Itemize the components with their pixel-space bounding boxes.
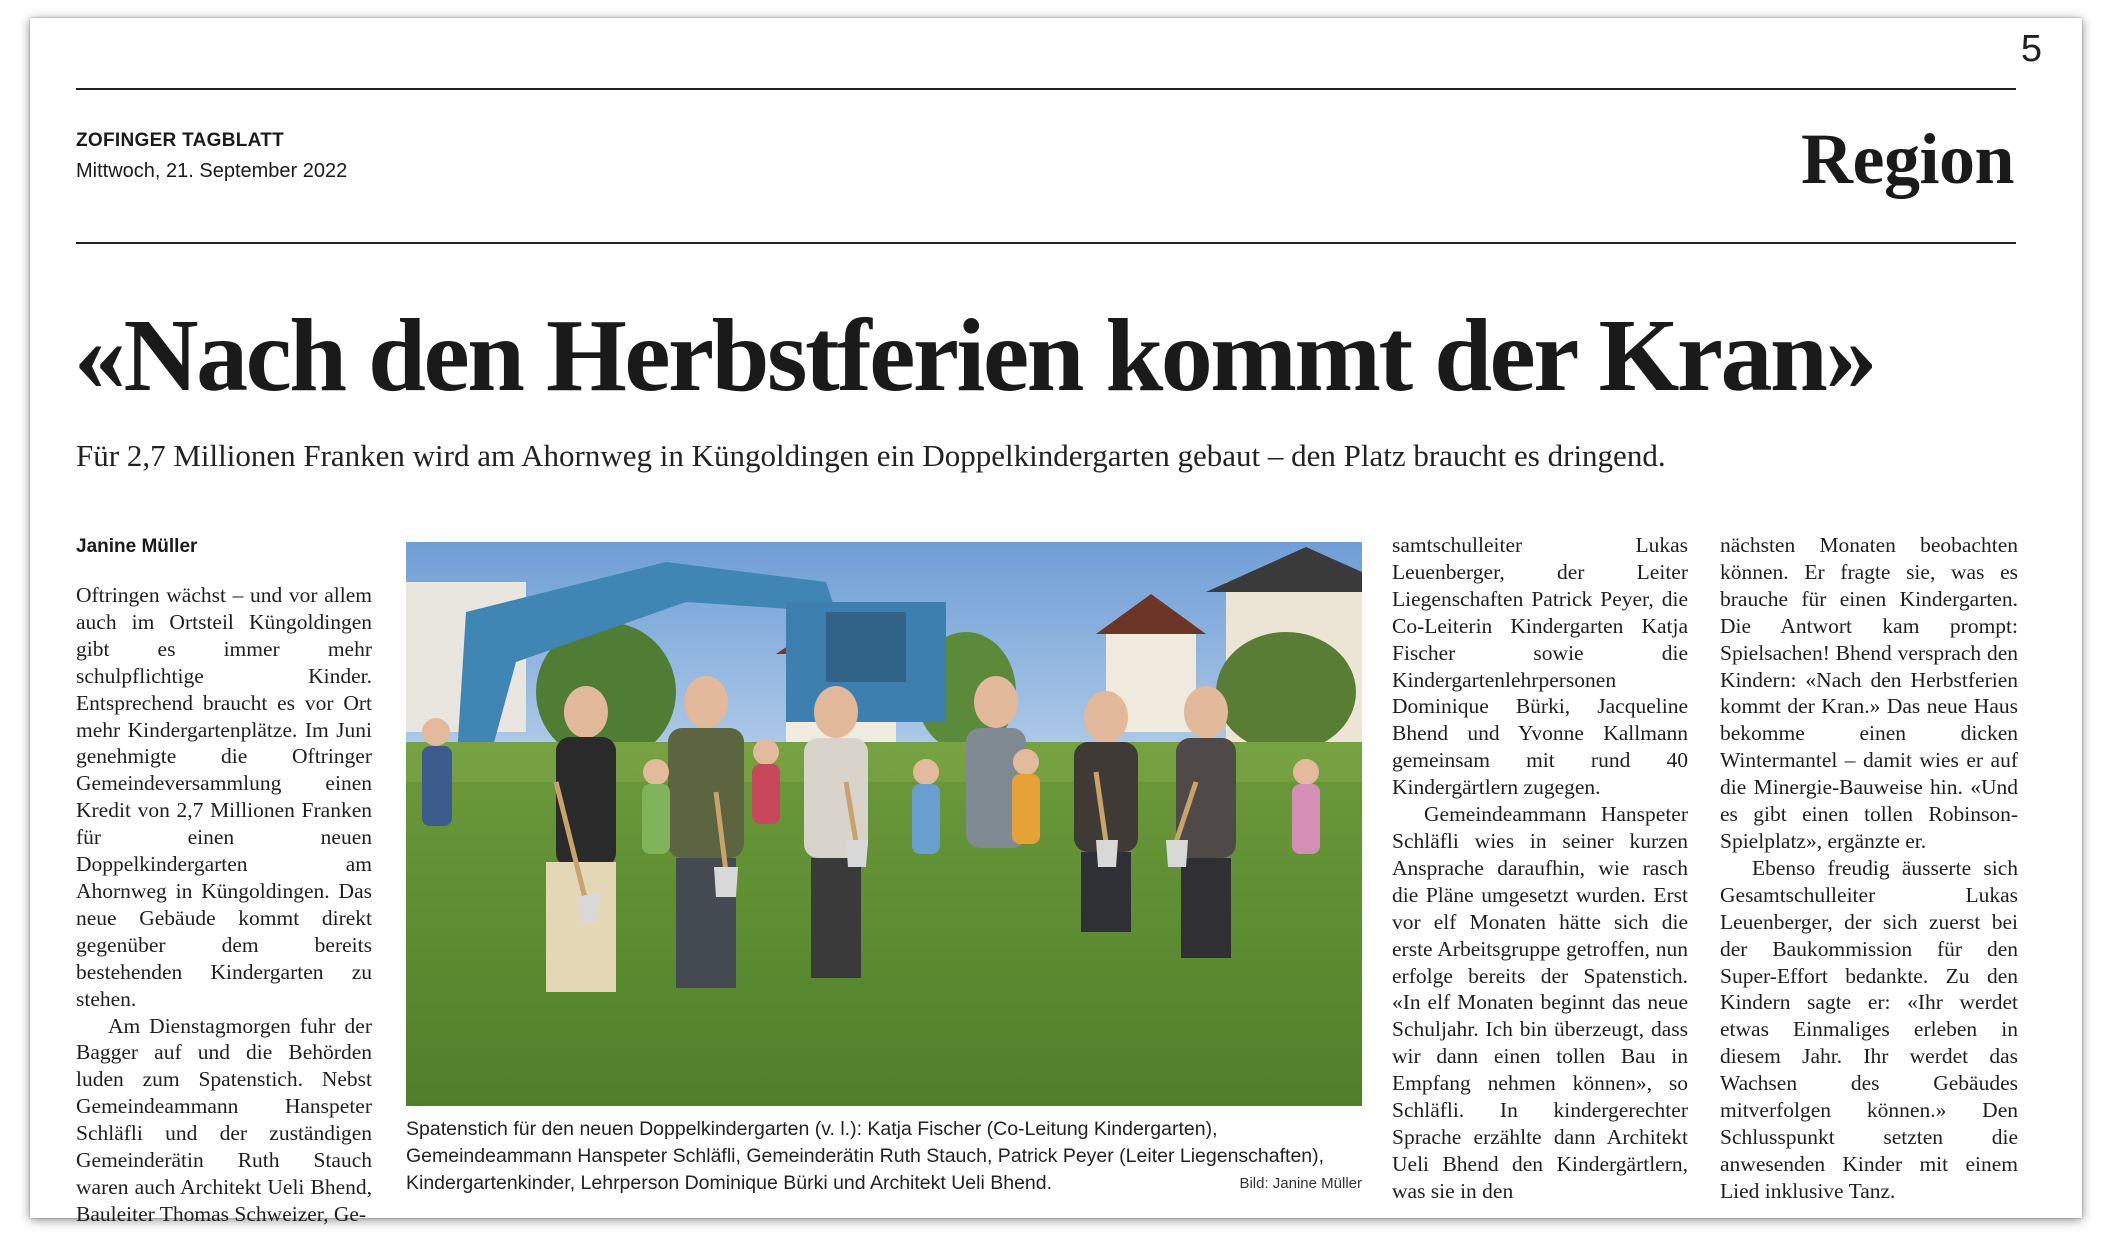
masthead-rule [76, 242, 2016, 244]
article-column-1 [76, 582, 372, 1228]
page-number: 5 [2020, 28, 2042, 70]
paragraph: Gemeindeammann Hanspeter Schläfli wies in seiner kurzen Ansprache daraufhin, wie rasch die Pläne umgesetzt wurden. Erst vor elf Monaten hätte sich die erste Arbeitsgruppe getroffen, nun erfolge bereits der Spatenstich. «In elf Monaten beginnt das neue Schuljahr. Ich bin überzeugt, dass wir dann einen tollen Bau in Empfang nehmen können», so Schläfli. In kindergerechter Sprache erzählte dann Architekt Ueli Bhend den Kindergärtlern, was sie in den [1392, 802, 1688, 1203]
paragraph: nächsten Monaten beobachten können. Er fragte sie, was es brauche für einen Kindergarten. Die Antwort kam prompt: Spielsachen! Bhend versprach den Kindern: «Nach den Herbstferien kommt der Kran.» Das neue Haus bekomme einen dicken Wintermantel – damit wies er auf die Minergie-Bauweise hin. «Und es gibt einen tollen Robinson-Spielplatz», ergänzte er. [1720, 533, 2018, 853]
paragraph: samtschulleiter Lukas Leuenberger, der Leiter Liegenschaften Patrick Peyer, die Co-Leiterin Kindergarten Katja Fischer sowie die Kindergartenlehrpersonen Dominique Bürki, Jacqueline Bhend und Yvonne Kallmann gemeinsam mit rund 40 Kindergärtlern zugegen. [1392, 533, 1688, 800]
article-column-3 [1392, 532, 1688, 1205]
photo-caption [406, 1116, 1362, 1197]
section-title: Region [1801, 119, 2014, 199]
paragraph: Am Dienstagmorgen fuhr der Bagger auf und die Behörden luden zum Spatenstich. Nebst Gemeindeammann Hanspeter Schläfli und der zuständigen Gemeinderätin Ruth Stauch waren auch Architekt Ueli Bhend, Bauleiter Thomas Schweizer, Ge- [76, 1013, 372, 1226]
issue-date: Mittwoch, 21. September 2022 [76, 160, 348, 182]
paragraph: Oftringen wächst – und vor allem auch im Ortsteil Küngoldingen gibt es immer mehr schulpflichtige Kinder. Entsprechend braucht es vor Ort mehr Kindergartenplätze. Im Juni genehmigte die Oftringer Gemeindeversammlung einen Kredit von 2,7 Millionen Franken für einen neuen Doppelkindergarten am Ahornweg in Küngoldingen. Das neue Gebäude kommt direkt gegenüber dem bereits bestehenden Kindergarten zu stehen. [76, 583, 372, 1011]
top-rule [76, 88, 2016, 90]
newspaper-page [30, 18, 2082, 1226]
newspaper-name: ZOFINGER TAGBLATT [76, 130, 285, 151]
caption-text: Spatenstich für den neuen Doppelkindergarten (v. l.): Katja Fischer (Co-Leitung Kindergarten), Gemeindeammann Hanspeter Schläfli, Gemeinderätin Ruth Stauch, Patrick Peyer (Leiter Liegenschaften), Kindergartenkinder, Lehrperson Dominique Bürki und Architekt Ueli Bhend. [406, 1118, 1325, 1194]
article-column-4 [1720, 532, 2018, 1205]
photo-credit: Bild: Janine Müller [1239, 1175, 1362, 1192]
article-headline: «Nach den Herbstferien kommt der Kran» [74, 298, 1875, 413]
groundbreaking-photo [406, 542, 1362, 1106]
article-subheadline: Für 2,7 Millionen Franken wird am Ahornweg in Küngoldingen ein Doppelkindergarten gebaut – den Platz braucht es dringend. [76, 438, 1666, 473]
article-author: Janine Müller [76, 536, 198, 557]
paragraph: Ebenso freudig äusserte sich Gesamtschulleiter Lukas Leuenberger, der sich zuerst bei der Baukommission für den Super-Effort bedankte. Zu den Kindern sagte er: «Ihr werdet etwas Einmaliges erleben in diesem Jahr. Ihr werdet das Wachsen des Gebäudes mitverfolgen können.» Den Schlusspunkt setzten die anwesenden Kinder mit einem Lied inklusive Tanz. [1720, 855, 2018, 1203]
